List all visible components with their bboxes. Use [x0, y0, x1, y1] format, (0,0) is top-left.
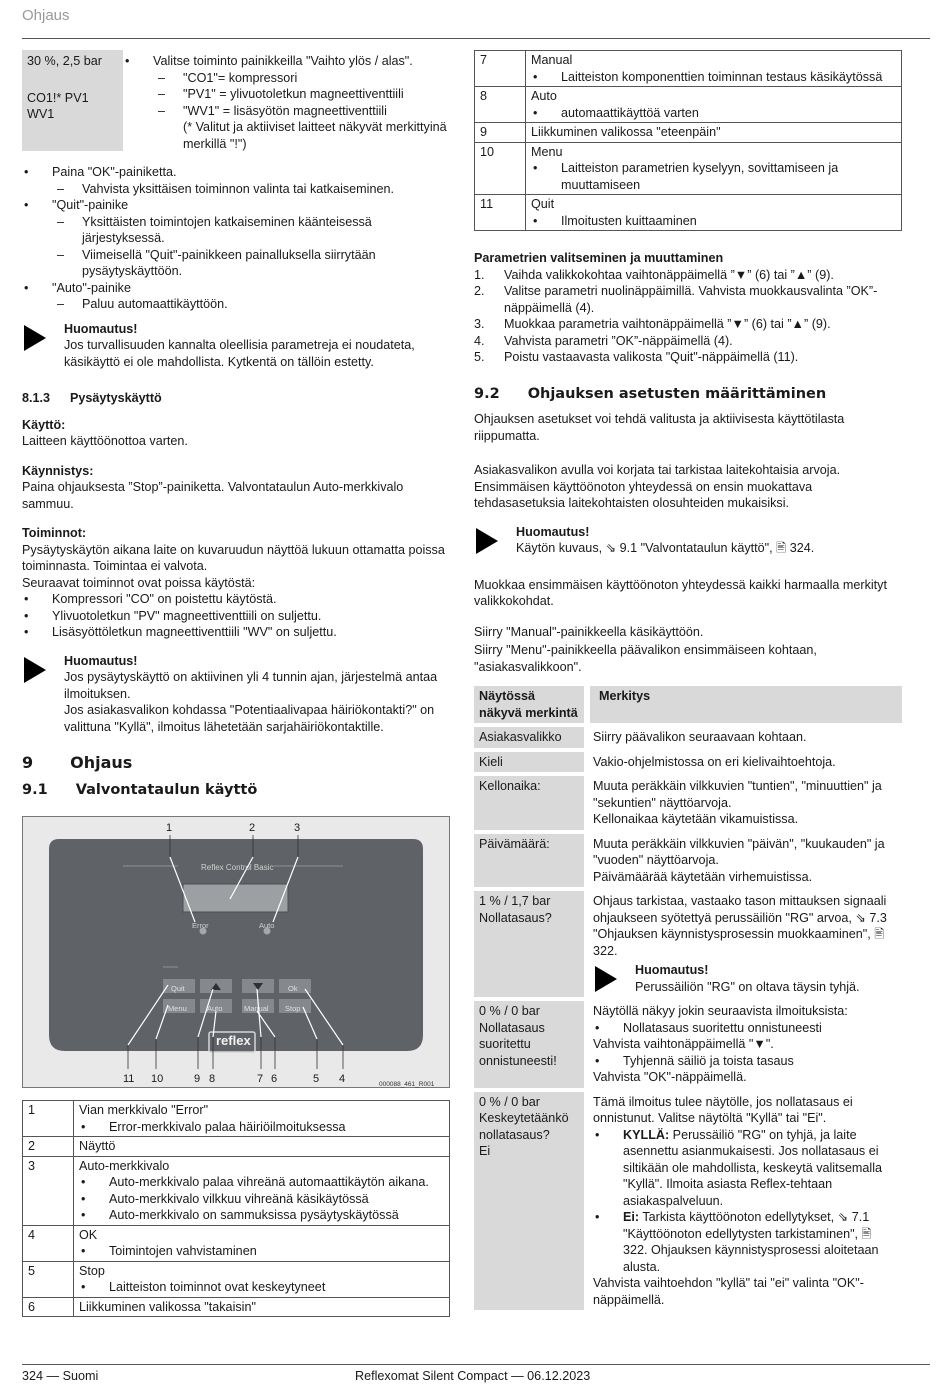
row-title: Auto: [531, 89, 557, 103]
row-bullet: • Toimintojen vahvistaminen: [79, 1243, 444, 1260]
row-bullet-no: [593, 1209, 897, 1275]
list-item: [474, 267, 902, 284]
note-text-1: Jos pysäytyskäyttö on aktiivinen yli 4 tunnin ajan, järjestelmä antaa ilmoituksen.: [64, 670, 438, 701]
section-title: Ohjaus: [70, 753, 133, 772]
callout-label: 7: [257, 1073, 264, 1085]
callout-label: 10: [151, 1073, 164, 1085]
row-key: Kellonaika:: [474, 776, 584, 830]
row-bullet: • Nollatasaus suoritettu onnistuneesti: [593, 1020, 897, 1037]
footer-page-number: 324 — Suomi: [22, 1369, 99, 1383]
error-led-label: Error: [192, 921, 209, 930]
paragraph: Ohjauksen asetukset voi tehdä valitusta ja aktiivisesta käyttötilasta riippumatta.: [474, 412, 845, 443]
page-header-title: Ohjaus: [22, 7, 70, 24]
panel-title: Reflex Control Basic: [201, 863, 274, 872]
kaynnistys-block: [22, 463, 450, 513]
display-block: [22, 50, 450, 152]
step-number: 5.: [474, 350, 485, 364]
callout-label: 9: [194, 1073, 201, 1085]
control-panel-figure: [22, 816, 450, 1088]
table-row: [475, 51, 902, 87]
row-number: 11: [475, 195, 526, 231]
table-row: [474, 776, 902, 830]
note-text: Jos turvallisuuden kannalta oleellisia parametreja ei noudateta, käsikäyttö ei ole mahdollista. Kytkentä on tällöin estetty.: [64, 338, 415, 369]
ok-bullet: • Paina "OK"-painiketta.: [22, 164, 450, 181]
list-item: • Kompressori "CO" on poistettu käytöstä.: [22, 591, 450, 608]
row-number: 7: [475, 51, 526, 87]
row-bullet: • Auto-merkkivalo vilkkuu vihreänä käsikäytössä: [79, 1191, 444, 1208]
row-text: Vahvista vaihtoehdon "kyllä" tai "ei" valinta "OK"-näppäimellä.: [593, 1276, 864, 1307]
row-title: Liikkuminen valikossa "takaisin": [74, 1297, 450, 1317]
table-row: [23, 1261, 450, 1297]
callout-label: 4: [339, 1073, 346, 1085]
row-text: Kellonaikaa käytetään vikamuistissa.: [593, 812, 799, 826]
ok-button-label: Ok: [288, 984, 298, 993]
row-text: Vahvista "OK"-näppäimellä.: [593, 1070, 747, 1084]
auto-dash: – Paluu automaattikäyttöön.: [22, 296, 450, 313]
row-bullet: • automaattikäyttöä varten: [531, 105, 896, 122]
row-bullet-yes: [593, 1127, 897, 1210]
paragraph: Muokkaa ensimmäisen käyttöönoton yhteydessä kaikki harmaalla merkityt valikkokohdat.: [474, 577, 887, 608]
bullet-label: KYLLÄ:: [623, 1127, 670, 1142]
footer-document-title: Reflexomat Silent Compact — 06.12.2023: [355, 1369, 591, 1383]
section-title: Pysäytyskäyttö: [70, 391, 162, 405]
legend-table-left: [22, 1100, 450, 1317]
row-key-line: 1 % / 1,7 bar: [479, 894, 551, 908]
row-key-line: 0 % / 0 bar: [479, 1094, 540, 1109]
table-row: [474, 727, 902, 748]
callout-label: 3: [294, 822, 301, 834]
row-content: [74, 1261, 450, 1297]
row-number: 8: [475, 87, 526, 123]
kaytto-label: Käyttö:: [22, 417, 66, 432]
table-row: [474, 834, 902, 888]
section-number: 8.1.3: [22, 391, 51, 405]
stop-button-label: Stop: [285, 1004, 301, 1013]
row-bullet: • Laitteiston parametrien kyselyyn, sovittamiseen ja muuttamiseen: [531, 160, 896, 193]
callout-label: 1: [166, 822, 173, 834]
row-number: 10: [475, 142, 526, 195]
row-bullet: • Error-merkkivalo palaa häiriöilmoituksessa: [79, 1119, 444, 1136]
table-header-row: [474, 686, 902, 723]
bullet-label: Ei:: [623, 1210, 640, 1224]
toiminnot-text-2: Seuraavat toiminnot ovat poissa käytöstä:: [22, 575, 256, 590]
row-bullet: • Tyhjennä säiliö ja toista tasaus: [593, 1053, 897, 1070]
table-row: [23, 1101, 450, 1137]
callout-label: 11: [123, 1073, 135, 1085]
display-box: [22, 50, 123, 151]
paragraph: Siirry "Menu"-painikkeella päävalikon ensimmäiseen kohtaan, "asiakasvalikkoon".: [474, 643, 817, 674]
row-bullet: • Laitteiston komponenttien toiminnan testaus käsikäytössä: [531, 69, 896, 86]
row-title: Menu: [531, 144, 563, 159]
row-key-line: Nollatasaus suoritettu onnistuneesti!: [479, 1020, 557, 1068]
display-dash-note: (* Valitut ja aktiiviset laitteet näkyvät merkittyinä merkillä "!"): [183, 120, 447, 151]
step-number: 4.: [474, 333, 485, 348]
list-item: [474, 316, 902, 333]
row-key-line: Ei: [479, 1144, 491, 1158]
display-line-2: CO1!* PV1 WV1: [27, 90, 89, 121]
quit-bullet: • "Quit"-painike: [22, 197, 450, 214]
callout-label: 6: [271, 1073, 278, 1085]
row-number: 2: [23, 1137, 74, 1157]
row-value: Vakio-ohjelmistossa on eri kielivaihtoehtoja.: [593, 754, 836, 769]
row-text: Vahvista vaihtonäppäimellä "▼".: [593, 1037, 774, 1051]
row-bullet: • Ilmoitusten kuittaaminen: [531, 213, 896, 230]
manual-button-label: Manual: [244, 1004, 269, 1013]
button-list: [22, 164, 450, 313]
toiminnot-block: [22, 525, 450, 641]
row-key-line: Nollatasaus?: [479, 910, 552, 925]
note-title: Huomautus!: [64, 321, 138, 336]
bullet-text: Tarkista käyttöönoton edellytykset, ⇘ 7.1 "Käyttöönoton edellytysten tarkistaminen", 🖹 322. Ohjauksen käynnistysprosessi aloitetaan alusta.: [623, 1210, 879, 1274]
section-title: Ohjauksen asetusten määrittäminen: [527, 385, 827, 402]
quit-dash-1: – Yksittäisten toimintojen katkaiseminen käänteisessä järjestyksessä.: [22, 214, 450, 247]
row-bullet: • Auto-merkkivalo on sammuksissa pysäytyskäytössä: [79, 1207, 444, 1224]
list-item: • Lisäsyöttöletkun magneettiventtiili "WV" on suljettu.: [22, 624, 450, 641]
figure-code: 000088_461_R001: [379, 1081, 435, 1088]
display-bullet: • Valitse toiminto painikkeilla "Vaihto ylös / alas".: [123, 53, 450, 70]
display-explanation: [123, 50, 450, 152]
auto-button-label: Auto: [207, 1004, 223, 1013]
row-value: [584, 776, 902, 830]
row-content: [74, 1101, 450, 1137]
row-key: Kieli: [474, 752, 584, 773]
section-9-1-heading: [22, 782, 450, 799]
row-value: [584, 1001, 902, 1088]
row-content: [74, 1225, 450, 1261]
table-row: [475, 87, 902, 123]
table-row: [23, 1225, 450, 1261]
step-number: 3.: [474, 317, 485, 331]
column-header: Merkitys: [584, 686, 902, 723]
row-content: [526, 51, 902, 87]
footer-rule: [22, 1364, 930, 1365]
table-row: [475, 123, 902, 143]
step-text: Muokkaa parametria vaihtonäppäimellä ”▼” (6) tai ”▲” (9).: [504, 317, 831, 331]
table-row: [23, 1137, 450, 1157]
callout-label: 8: [209, 1073, 216, 1085]
row-content: [526, 142, 902, 195]
display-line-1: 30 %, 2,5 bar: [27, 54, 102, 68]
section-9-2-heading: [474, 386, 902, 403]
toiminnot-label: Toiminnot:: [22, 526, 87, 540]
kaytto-block: [22, 417, 450, 450]
list-item: • Ylivuotoletkun "PV" magneettiventtiili on suljettu.: [22, 608, 450, 625]
paragraph: Asiakasvalikon avulla voi korjata tai tarkistaa laitekohtaisia arvoja. Ensimmäisen käyttöönoton yhteydessä on ensin muokattava tehdasasetuksia laitekohtaisten olosuhteiden mukaisiksi.: [474, 463, 841, 510]
toiminnot-text-1: Pysäytyskäytön aikana laite on kuvaruudun näyttöä lukuun ottamatta poissa toiminnasta. Toimintaa ei valvota.: [22, 542, 445, 573]
row-key-line: Keskeytetäänkö nollatasaus?: [479, 1111, 569, 1142]
row-title: Manual: [531, 53, 573, 67]
row-key: [474, 1092, 584, 1311]
note-usage: [474, 524, 902, 557]
row-number: 9: [475, 123, 526, 143]
bullet-text: Perussäiliö "RG" on tyhjä, ja laite asennettu asianmukaisesti. Jos nollatasaus ei siltikään ole mahdollista, keskeytä valitsemalla "Kyllä". Ilmoita asiasta Reflex-tehtaan asiakaspalveluun.: [623, 1127, 882, 1208]
quit-button-label: Quit: [171, 984, 185, 993]
right-column: [474, 50, 902, 1314]
table-row: [475, 142, 902, 195]
row-text: Muuta peräkkäin vilkkuvien "tuntien", "minuuttien" ja "sekuntien" näyttöarvoja.: [593, 779, 882, 810]
row-number: 3: [23, 1156, 74, 1225]
row-key: Päivämäärä:: [474, 834, 584, 888]
step-number: 2.: [474, 284, 485, 298]
row-number: 6: [23, 1297, 74, 1317]
row-title: OK: [79, 1227, 98, 1242]
header-rule: [22, 38, 930, 39]
section-title: Valvontataulun käyttö: [75, 781, 258, 798]
row-bullet: • Auto-merkkivalo palaa vihreänä automaattikäytön aikana.: [79, 1174, 444, 1191]
row-content: [526, 87, 902, 123]
row-content: [526, 195, 902, 231]
row-number: 4: [23, 1225, 74, 1261]
note-empty-tank: [593, 962, 897, 995]
step-text: Vahvista parametri ”OK”-näppäimellä (4).: [504, 333, 733, 348]
row-value: [584, 1092, 902, 1311]
table-row: [474, 1092, 902, 1311]
paragraph: Siirry "Manual"-painikkeella käsikäyttöön.: [474, 624, 704, 639]
row-title: Stop: [79, 1263, 105, 1278]
step-text: Poistu vastaavasta valikosta "Quit"-näppäimellä (11).: [504, 350, 799, 364]
table-row: [474, 1001, 902, 1088]
reflex-logo: reflex: [216, 1033, 251, 1048]
row-text: Tämä ilmoitus tulee näytölle, jos nollatasaus ei onnistunut. Valitse näytöltä "Kyllä" tai "Ei".: [593, 1094, 853, 1125]
row-title: Auto-merkkivalo: [79, 1158, 170, 1173]
auto-led-label: Auto: [259, 921, 275, 930]
display-dash-co1: – "CO1"= kompressori: [123, 70, 450, 87]
kaytto-text: Laitteen käyttöönottoa varten.: [22, 434, 188, 448]
left-column: [22, 50, 450, 1317]
note-title: Huomautus!: [516, 524, 590, 539]
row-text: Ohjaus tarkistaa, vastaako tason mittauksen signaali ohjaukseen syötettyä perussäiliön "RG" arvoa, ⇘ 7.3 "Ohjauksen käynnistysprosessin muokkaaminen", 🖹 322.: [593, 894, 887, 958]
row-text: Näytöllä näkyy jokin seuraavista ilmoituksista:: [593, 1004, 848, 1018]
row-content: [74, 1156, 450, 1225]
settings-table: [474, 682, 902, 1314]
note-stop-mode: [22, 653, 450, 736]
row-text: Päivämäärää käytetään virhemuistissa.: [593, 869, 813, 884]
row-value: Siirry päävalikon seuraavaan kohtaan.: [593, 730, 807, 744]
section-number: 9.2: [474, 385, 500, 402]
note-text: Perussäiliön "RG" on oltava täysin tyhjä.: [635, 979, 860, 994]
section-number: 9.1: [22, 781, 48, 798]
row-key: Asiakasvalikko: [474, 727, 584, 748]
warning-arrow-icon: [24, 325, 46, 351]
row-title: Liikkuminen valikossa "eteenpäin": [526, 123, 902, 143]
row-number: 5: [23, 1261, 74, 1297]
column-header: Näytössä näkyvä merkintä: [474, 686, 584, 723]
warning-arrow-icon: [476, 528, 498, 554]
display-dash-pv1: – "PV1" = ylivuotoletkun magneettiventtiili: [123, 86, 450, 103]
row-text: Muuta peräkkäin vilkkuvien "päivän", "kuukauden" ja "vuoden" näyttöarvoja.: [593, 836, 885, 867]
section-9-heading: [22, 755, 450, 772]
step-text: Vaihda valikkokohtaa vaihtonäppäimellä ”▼” (6) tai ”▲” (9).: [504, 267, 834, 282]
auto-bullet: • "Auto"-painike: [22, 280, 450, 297]
ok-dash: – Vahvista yksittäisen toiminnon valinta tai katkaiseminen.: [22, 181, 450, 198]
note-title: Huomautus!: [635, 963, 709, 977]
kaynnistys-text: Paina ohjauksesta ”Stop”-painiketta. Valvontataulun Auto-merkkivalo sammuu.: [22, 480, 404, 511]
section-8-1-3-heading: [22, 390, 450, 407]
step-number: 1.: [474, 267, 485, 282]
step-text: Valitse parametri nuolinäppäimillä. Vahvista muokkausvalinta ”OK”-näppäimellä (4).: [504, 284, 878, 315]
display-dash-wv1: – "WV1" = lisäsyötön magneettiventtiili: [123, 103, 450, 120]
legend-table-right: [474, 50, 902, 231]
param-steps: [474, 267, 902, 366]
quit-dash-2: – Viimeisellä "Quit"-painikkeen painalluksella siirrytään pysäytyskäyttöön.: [22, 247, 450, 280]
warning-arrow-icon: [24, 657, 46, 683]
row-title: Quit: [531, 197, 555, 211]
row-value: [584, 834, 902, 888]
callout-label: 2: [249, 822, 256, 834]
list-item: [474, 283, 902, 316]
warning-arrow-icon: [595, 966, 617, 992]
row-value: [584, 891, 902, 997]
table-row: [23, 1156, 450, 1225]
row-number: 1: [23, 1101, 74, 1137]
kaynnistys-label: Käynnistys:: [22, 463, 94, 478]
note-title: Huomautus!: [64, 653, 138, 668]
row-key: [474, 1001, 584, 1088]
list-item: [474, 349, 902, 366]
row-title: Näyttö: [74, 1137, 450, 1157]
row-key: [474, 891, 584, 997]
note-text: Käytön kuvaus, ⇘ 9.1 "Valvontataulun käyttö", 🖹 324.: [516, 541, 815, 555]
param-heading: Parametrien valitseminen ja muuttaminen: [474, 251, 724, 265]
note-safety: [22, 321, 450, 371]
row-title: Vian merkkivalo "Error": [79, 1103, 209, 1117]
table-row: [475, 195, 902, 231]
table-row: [23, 1297, 450, 1317]
row-bullet: • Laitteiston toiminnot ovat keskeytyneet: [79, 1279, 444, 1296]
table-row: [474, 891, 902, 997]
table-row: [474, 752, 902, 773]
callout-label: 5: [313, 1073, 320, 1085]
list-item: [474, 333, 902, 350]
note-text-2: Jos asiakasvalikon kohdassa "Potentiaalivapaa häiriökontakti?" on valittuna "Kyllä", ilmoitus lähetetään sarjahäiriökontaktille.: [64, 703, 435, 734]
section-number: 9: [22, 753, 34, 772]
row-key-line: 0 % / 0 bar: [479, 1004, 540, 1018]
menu-button-label: Menu: [168, 1004, 187, 1013]
